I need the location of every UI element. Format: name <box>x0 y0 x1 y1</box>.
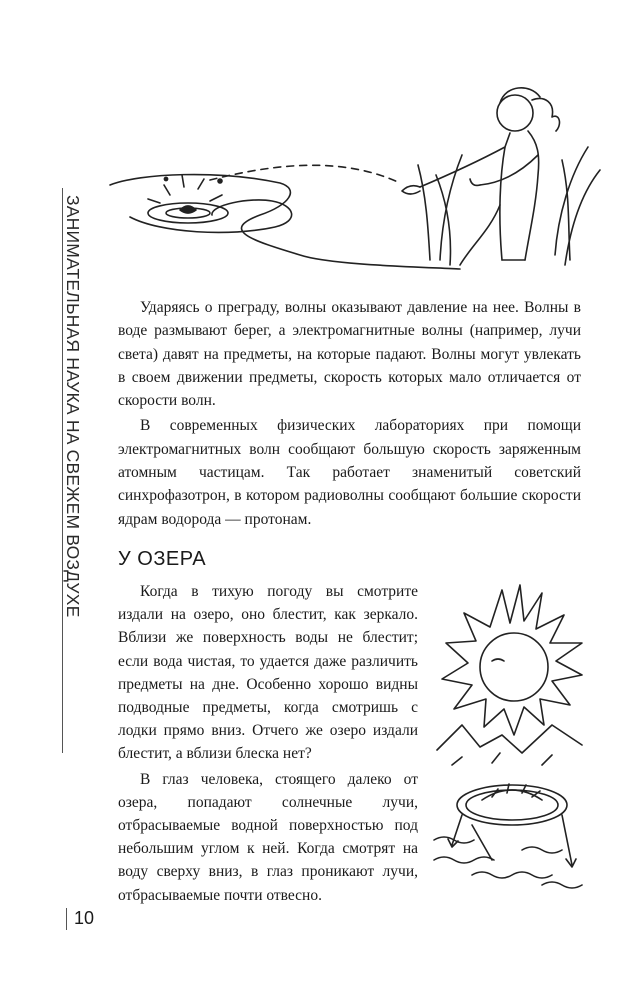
running-head: ЗАНИМАТЕЛЬНАЯ НАУКА НА СВЕЖЕМ ВОЗДУХЕ <box>63 195 83 618</box>
page-number: 10 <box>74 908 95 928</box>
sun-reflection-lake-illustration <box>432 575 592 895</box>
paragraph: В глаз человека, стоящего далеко от озера, попадают солнечные лучи, отбрасываемые водной поверхностью под небольшим углом к ней. Когда смотрят на воду сверху вниз, в глаз проникают лучи, отбрасываемые почти отвесно. <box>118 770 418 904</box>
intro-text <box>118 296 581 533</box>
paragraph: Ударяясь о преграду, волны оказывают давление на нее. Волны в воде размывают берег, а электромагнитные волны (например, лучи света) давят на предметы, на которые падают. Волны могут увлекать в своем движении предметы, скорость которых мало отличается от скорости волн. <box>118 299 581 410</box>
section-text <box>118 580 418 909</box>
page-number-rule <box>66 908 67 930</box>
girl-throwing-stone-illustration <box>100 55 605 280</box>
section-heading: У ОЗЕРА <box>118 548 207 570</box>
paragraph: Когда в тихую погоду вы смотрите издали на озеро, оно блестит, как зеркало. Вблизи же поверхность воды не блестит; если вода чистая, то удается даже различить предметы на дне. Особенно хорошо видны подводные предметы, когда смотришь с лодки прямо вниз. Отчего же озеро издали блестит, а вблизи блеска нет? <box>118 583 418 763</box>
paragraph: В современных физических лабораториях при помощи электромагнитных волн сообщают большую скорость заряженным атомным частицам. Так работает знаменитый советский синхрофазотрон, в котором радиоволны сообщают большие скорости ядрам водорода — протонам. <box>118 417 581 528</box>
